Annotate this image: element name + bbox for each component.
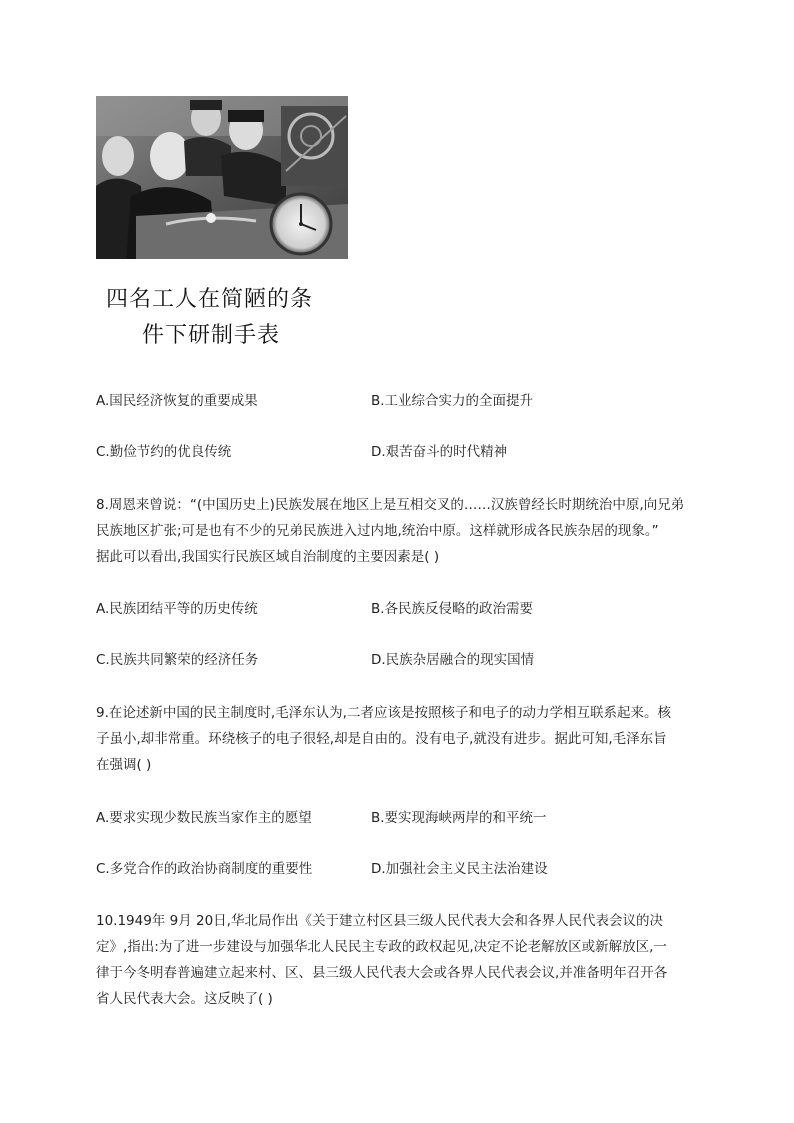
figure-caption bbox=[96, 282, 348, 354]
q7-option-a: A.国民经济恢复的重要成果 bbox=[96, 393, 258, 409]
question-8-stem bbox=[96, 492, 700, 570]
q7-option-c: C.勤俭节约的优良传统 bbox=[96, 444, 232, 460]
q8-line-3: 据此可以看出,我国实行民族区域自治制度的主要因素是( ) bbox=[96, 549, 440, 565]
q10-line-3: 律于今冬明春普遍建立起来村、区、县三级人民代表大会或各界人民代表会议,并准备明年召开各 bbox=[96, 965, 668, 981]
caption-line-2: 件下研制手表 bbox=[142, 323, 281, 348]
photo-workers-watch-icon bbox=[96, 96, 348, 259]
question-10-stem bbox=[96, 908, 700, 1012]
q10-line-2: 定》,指出:为了进一步建设与加强华北人民民主专政的政权起见,决定不论老解放区或新解放区,一 bbox=[96, 939, 667, 955]
q8-option-a: A.民族团结平等的历史传统 bbox=[96, 601, 258, 617]
q9-line-3: 在强调( ) bbox=[96, 757, 152, 773]
q9-option-d: D.加强社会主义民主法治建设 bbox=[371, 861, 548, 877]
q7-option-b: B.工业综合实力的全面提升 bbox=[371, 393, 534, 409]
q9-line-2: 子虽小,却非常重。环绕核子的电子很轻,却是自由的。没有电子,就没有进步。据此可知,毛泽东旨 bbox=[96, 731, 667, 747]
q10-line-4: 省人民代表大会。这反映了( ) bbox=[96, 991, 273, 1007]
q8-line-2: 民族地区扩张;可是也有不少的兄弟民族进入过内地,统治中原。这样就形成各民族杂居的现象。” bbox=[96, 523, 659, 539]
question-9-stem bbox=[96, 700, 700, 778]
q9-option-b: B.要实现海峡两岸的和平统一 bbox=[371, 810, 547, 826]
q9-option-c: C.多党合作的政治协商制度的重要性 bbox=[96, 861, 313, 877]
q8-line-1: 8.周恩来曾说：“(中国历史上)民族发展在地区上是互相交叉的……汉族曾经长时期统治中原,向兄弟 bbox=[96, 497, 685, 513]
q8-option-d: D.民族杂居融合的现实国情 bbox=[371, 652, 535, 668]
caption-line-1: 四名工人在简陋的条 bbox=[106, 287, 314, 312]
q9-option-a: A.要求实现少数民族当家作主的愿望 bbox=[96, 810, 312, 826]
q7-option-d: D.艰苦奋斗的时代精神 bbox=[371, 444, 508, 460]
q9-line-1: 9.在论述新中国的民主制度时,毛泽东认为,二者应该是按照核子和电子的动力学相互联系起来。核 bbox=[96, 705, 671, 721]
figure-photo bbox=[96, 96, 348, 259]
q8-option-b: B.各民族反侵略的政治需要 bbox=[371, 601, 534, 617]
q8-option-c: C.民族共同繁荣的经济任务 bbox=[96, 652, 259, 668]
q10-line-1: 10.1949年 9月 20日,华北局作出《关于建立村区县三级人民代表大会和各界人民代表会议的决 bbox=[96, 913, 663, 929]
